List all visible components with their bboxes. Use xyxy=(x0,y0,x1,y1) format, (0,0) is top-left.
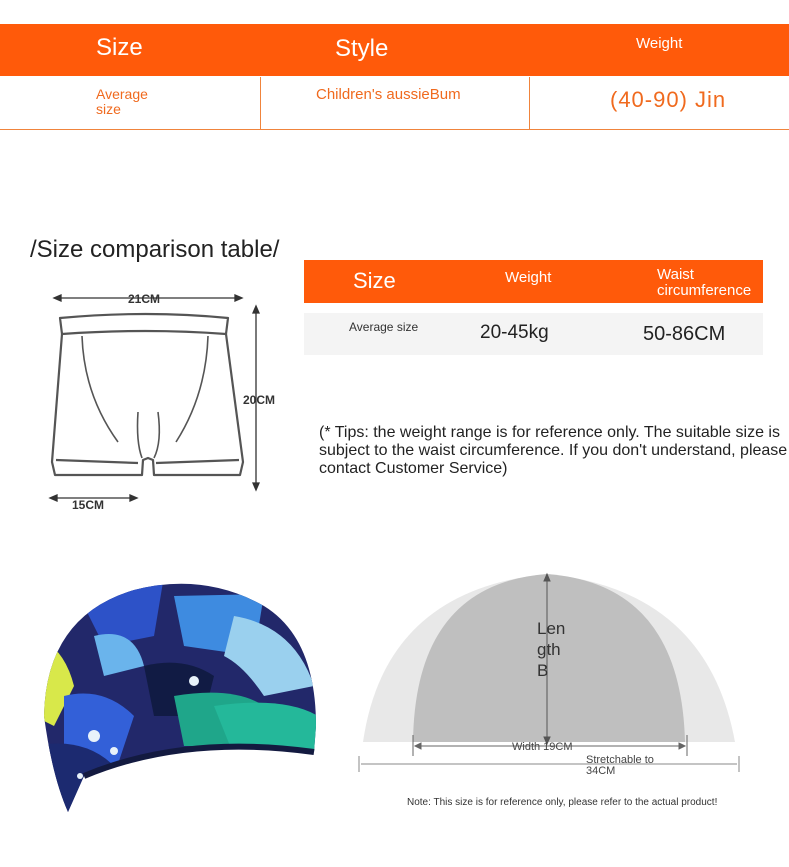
shorts-leg-label: 15CM xyxy=(72,498,105,512)
top-table-row xyxy=(0,77,789,130)
cap-length-label: Length B xyxy=(537,619,566,680)
cap-stretch-label: Stretchable to 34CM xyxy=(586,754,654,777)
size-table-row xyxy=(304,313,763,355)
header-weight: Weight xyxy=(636,35,683,52)
header-size: Size xyxy=(96,34,143,61)
swim-cap-image xyxy=(34,576,318,820)
sz-header-waist: Waist circumference xyxy=(657,266,752,299)
row-size-cell: Average size xyxy=(96,86,148,117)
cap-width-label: Width 19CM xyxy=(512,741,573,753)
header-style: Style xyxy=(335,35,389,62)
shorts-width-label: 21CM xyxy=(128,292,161,306)
sz-header-size: Size xyxy=(353,268,396,293)
sz-row-size: Average size xyxy=(349,320,419,334)
row-weight-cell: (40-90) Jin xyxy=(610,87,727,112)
sz-row-weight: 20-45kg xyxy=(480,322,549,343)
sz-header-weight: Weight xyxy=(505,269,552,286)
size-table-header xyxy=(304,260,763,303)
row-style-cell: Children's aussieBum xyxy=(316,86,461,103)
sz-row-waist: 50-86CM xyxy=(643,323,726,345)
shorts-height-label: 20CM xyxy=(243,393,276,407)
shorts-diagram xyxy=(30,270,310,550)
top-table-header xyxy=(0,24,789,76)
tips-text: (* Tips: the weight range is for reference only. The suitable size is subject to the waist circumference. If you don't understand, please contact Customer Service) xyxy=(319,424,788,477)
comparison-title: /Size comparison table/ xyxy=(30,236,280,263)
reference-note: Note: This size is for reference only, please refer to the actual product! xyxy=(407,797,718,808)
